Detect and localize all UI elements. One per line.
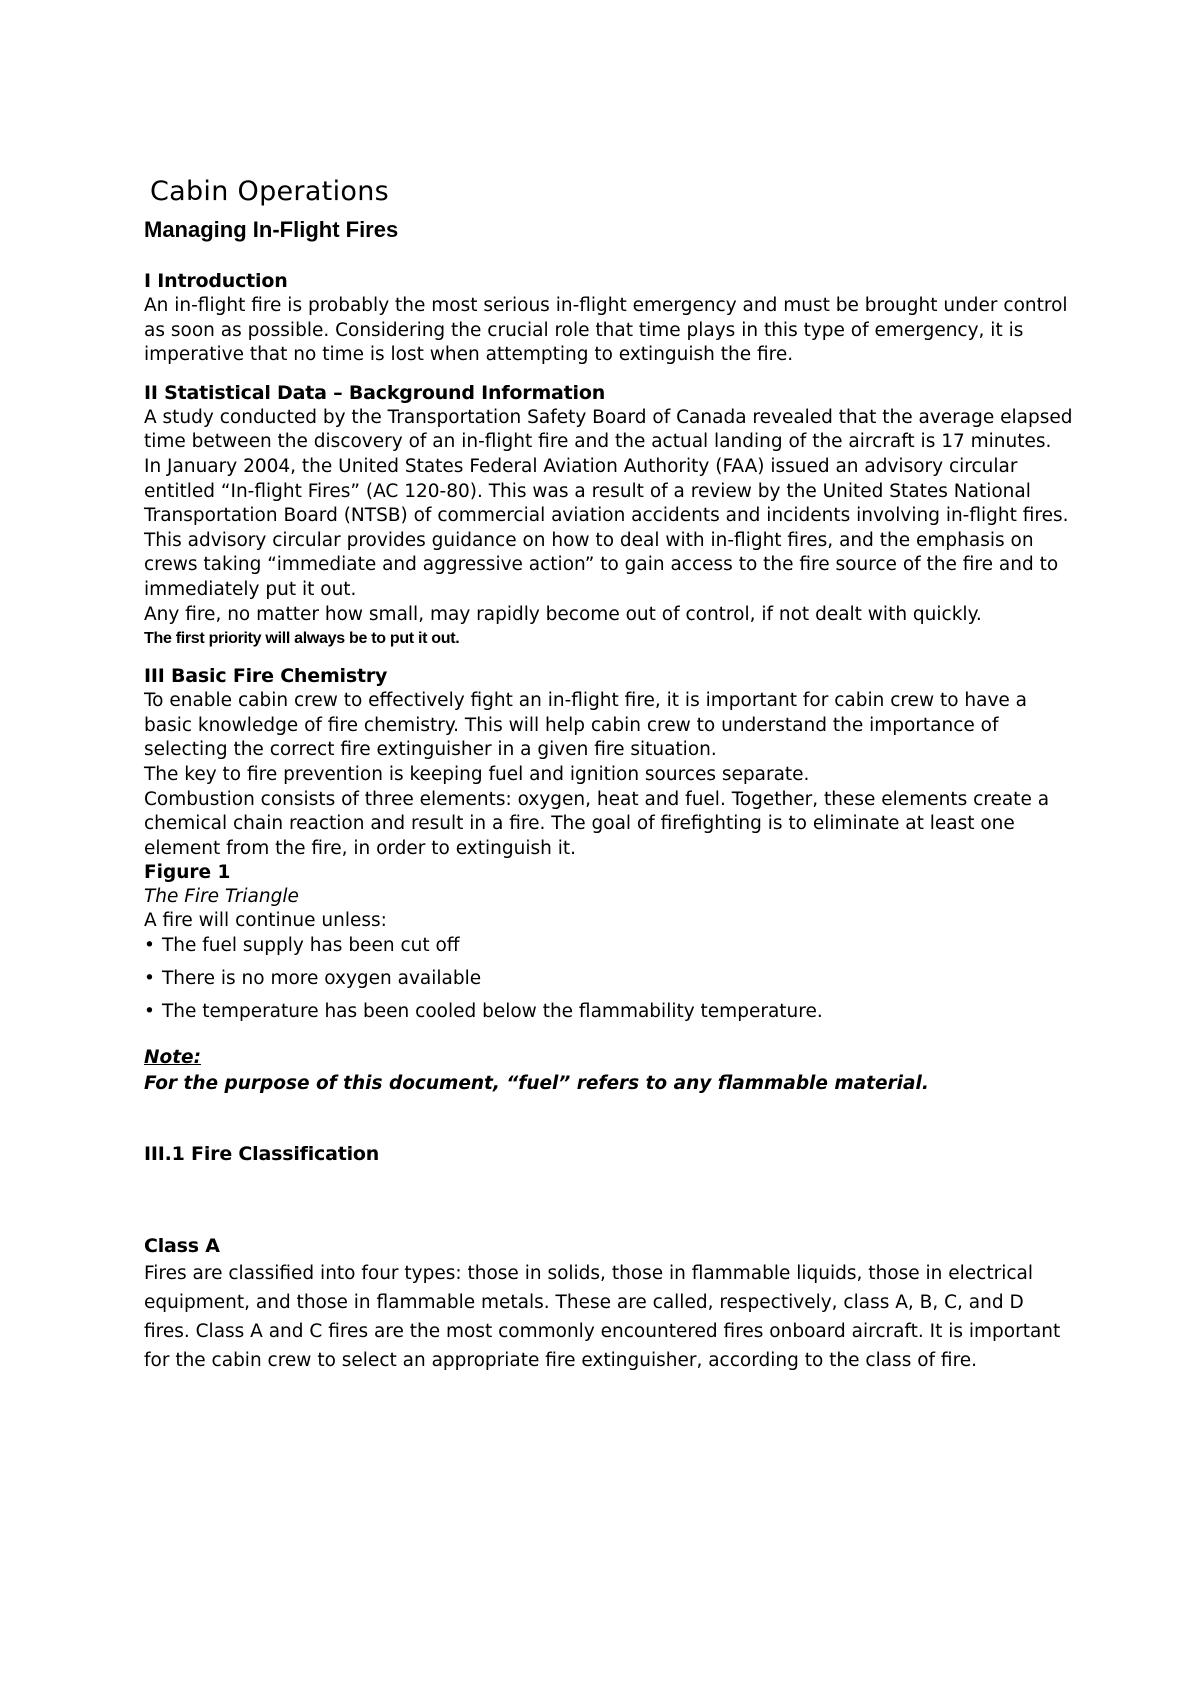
list-item-text: The temperature has been cooled below the flammability temperature.: [162, 1000, 823, 1022]
statistical-paragraph-1: A study conducted by the Transportation Safety Board of Canada revealed that the average elapsed time between the discovery of an in-flight fire and the actual landing of the aircraft is 17 minutes.: [144, 406, 1073, 453]
fire-conditions-list: [144, 934, 1074, 1024]
list-intro: A fire will continue unless:: [144, 910, 387, 932]
priority-statement: The first priority will always be to put it out.: [144, 630, 460, 648]
section-introduction: [144, 268, 1074, 368]
introduction-paragraph: An in-flight fire is probably the most serious in-flight emergency and must be brought under control as soon as possible. Considering the crucial role that time plays in this type of emergency, it is imperative that no time is lost when attempting to extinguish the fire.: [144, 295, 1068, 366]
list-item: [144, 1000, 1074, 1024]
note-text: For the purpose of this document, “fuel” refers to any flammable material.: [144, 1072, 929, 1094]
section-heading-fire-classification: III.1 Fire Classification: [144, 1142, 380, 1165]
class-a-heading: Class A: [144, 1234, 220, 1257]
section-fire-chemistry: [144, 663, 1074, 1097]
statistical-paragraph-2: In January 2004, the United States Federal Aviation Authority (FAA) issued an advisory circular entitled “In-flight Fires” (AC 120-80). This was a result of a review by the United States National Transportation Board (NTSB) of commercial aviation accidents and incidents involving in-flight fires. This advisory circular provides guidance on how to deal with in-flight fires, and the emphasis on crews taking “immediate and aggressive action” to gain access to the fire source of the fire and to immediately put it out.: [144, 455, 1069, 600]
bullet-icon: •: [144, 967, 155, 989]
section-statistical-data: [144, 380, 1074, 651]
document-subtitle: Managing In-Flight Fires: [144, 217, 399, 242]
document-title: Cabin Operations: [150, 176, 389, 207]
figure-caption: The Fire Triangle: [144, 886, 299, 908]
section-heading-introduction: I Introduction: [144, 270, 288, 292]
chemistry-paragraph-3: Combustion consists of three elements: oxygen, heat and fuel. Together, these elements create a chemical chain reaction and result in a fire. The goal of firefighting is to eliminate at least one element from the fire, in order to extinguish it.: [144, 788, 1050, 859]
list-item: [144, 934, 1074, 958]
note-label: Note:: [144, 1046, 201, 1068]
chemistry-paragraph-2: The key to fire prevention is keeping fuel and ignition sources separate.: [144, 763, 810, 785]
bullet-icon: •: [144, 934, 155, 956]
section-heading-statistical-data: II Statistical Data – Background Information: [144, 381, 606, 404]
bullet-icon: •: [144, 1000, 155, 1022]
list-item: [144, 967, 1074, 991]
document-page: [144, 170, 1074, 1375]
figure-label: Figure 1: [144, 862, 231, 884]
section-heading-fire-chemistry: III Basic Fire Chemistry: [144, 665, 388, 688]
statistical-paragraph-3: Any fire, no matter how small, may rapidly become out of control, if not dealt with quickly.: [144, 603, 982, 625]
class-a-paragraph: Fires are classified into four types: those in solids, those in flammable liquids, those in electrical equipment, and those in flammable metals. These are called, respectively, class A, B, C, and D fires. Class A and C fires are the most commonly encountered fires onboard aircraft. It is important for the cabin crew to select an appropriate fire extinguisher, according to the class of fire.: [144, 1262, 1061, 1371]
chemistry-paragraph-1: To enable cabin crew to effectively fight an in-flight fire, it is important for cabin crew to have a basic knowledge of fire chemistry. This will help cabin crew to understand the importance of selecting the correct fire extinguisher in a given fire situation.: [144, 690, 1028, 761]
list-item-text: The fuel supply has been cut off: [162, 934, 460, 956]
list-item-text: There is no more oxygen available: [162, 967, 482, 989]
section-fire-classification: [144, 1141, 1074, 1375]
